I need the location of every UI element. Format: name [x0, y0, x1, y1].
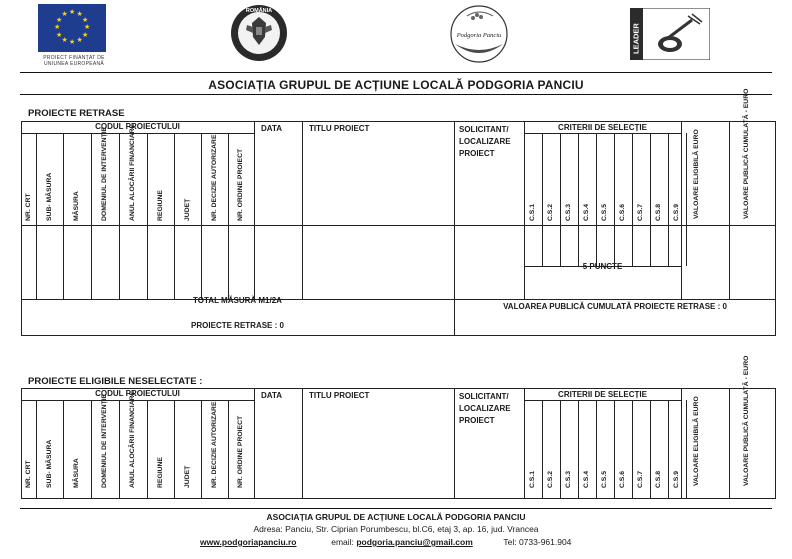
footer-address: Adresa: Panciu, Str. Ciprian Porumbescu, bl.C6, etaj 3, ap. 16, jud. Vrancea: [253, 524, 539, 534]
criterii-header: CRITERII DE SELECȚIE: [558, 390, 647, 399]
eu-star-icon: ★: [61, 11, 68, 18]
vertical-header-2: MĂSURA: [73, 458, 80, 488]
grid-line: [21, 225, 776, 226]
vertical-header-5: REGIUNE: [156, 190, 164, 221]
cs-header-9: C.S.9: [673, 471, 680, 488]
cs-header-1: C.S.1: [529, 471, 536, 488]
cs-header-1: C.S.1: [529, 204, 536, 221]
table-retrase: [21, 88, 776, 336]
cs-header-8: C.S.8: [655, 204, 662, 221]
grid-line: [201, 400, 202, 499]
grid-line: [596, 400, 597, 499]
eu-star-icon: ★: [61, 36, 68, 44]
vertical-header-8: NR. ORDINE PROIECT: [237, 415, 244, 488]
gal-logo-text: Podgoria Panciu: [456, 32, 502, 39]
leader-logo-text: LEADER: [631, 23, 641, 54]
header-rule-top: [20, 72, 772, 73]
grid-line: [63, 133, 64, 299]
vertical-header-8: NR. ORDINE PROIECT: [237, 148, 244, 221]
criterii-header: CRITERII DE SELECȚIE: [558, 123, 647, 132]
grid-line: [614, 133, 615, 266]
email-label: email:: [331, 537, 354, 547]
page-title: ASOCIAȚIA GRUPUL DE ACȚIUNE LOCALĂ PODGORIA PANCIU: [208, 78, 584, 92]
grid-line: [119, 400, 120, 499]
cs-header-7: C.S.7: [637, 204, 644, 221]
eu-caption: PROIECT FINANȚAT DE UNIUNEA EUROPEANĂ: [43, 55, 105, 67]
grid-line: [21, 133, 254, 134]
grid-line: [254, 388, 255, 499]
eu-star-icon: ★: [54, 24, 61, 31]
eu-star-icon: ★: [69, 39, 76, 46]
grid-line: [668, 133, 669, 266]
cs-header-5: C.S.5: [601, 471, 608, 488]
grid-line: [560, 400, 561, 499]
grid-line: [650, 133, 651, 266]
grid-line: [542, 133, 543, 266]
phone-text: Tel: 0733-961.904: [503, 537, 572, 547]
total-masura-label: TOTAL MĂSURĂ M1/2A: [193, 296, 282, 305]
eu-star-icon: ★: [69, 9, 76, 16]
cs-header-4: C.S.4: [583, 204, 590, 221]
titlu-header: TITLU PROIECT: [309, 391, 370, 400]
footer-org: ASOCIAȚIA GRUPUL DE ACȚIUNE LOCALĂ PODGORIA PANCIU: [266, 512, 526, 522]
cs-header-7: C.S.7: [637, 471, 644, 488]
valoare-eligibila-header: VALOARE ELIGIBILĂ EURO: [693, 129, 700, 219]
grid-line: [729, 388, 730, 499]
website-link[interactable]: www.podgoriapanciu.ro: [200, 537, 297, 547]
titlu-header: TITLU PROIECT: [309, 124, 370, 133]
grid-line: [650, 400, 651, 499]
vertical-header-0: NR. CRT: [24, 193, 32, 221]
vertical-header-7: NR. DECIZIE AUTORIZARE: [210, 401, 218, 488]
cs-header-4: C.S.4: [583, 471, 590, 488]
cs-header-6: C.S.6: [619, 471, 626, 488]
grid-line: [36, 400, 37, 499]
eu-star-icon: ★: [84, 24, 91, 31]
eu-star-icon: ★: [56, 31, 63, 39]
eu-flag-logo: [38, 4, 106, 52]
data-header: DATA: [261, 391, 283, 400]
grid-line: [542, 400, 543, 499]
grid-line: [686, 133, 687, 266]
romania-coat-of-arms-logo: [229, 3, 289, 63]
grid-line: [302, 121, 303, 299]
grid-line: [681, 388, 682, 499]
vertical-header-6: JUDEȚ: [183, 465, 191, 488]
valoare-publica-header: VALOARE PUBLICĂ CUMULATĂ - EURO: [743, 88, 750, 219]
grid-line: [524, 121, 525, 299]
grid-line: [91, 133, 92, 299]
grid-line: [21, 400, 254, 401]
vertical-header-2: MĂSURA: [73, 191, 80, 221]
puncte-label: 5 PUNCTE: [582, 262, 623, 271]
grid-line: [632, 400, 633, 499]
valoare-publica-header: VALOARE PUBLICĂ CUMULATĂ - EURO: [743, 355, 750, 486]
vertical-header-0: NR. CRT: [24, 460, 32, 488]
vertical-header-1: SUB- MĂSURA: [45, 172, 53, 221]
eu-star-icon: ★: [76, 11, 83, 18]
grid-line: [686, 400, 687, 499]
eu-star-icon: ★: [56, 16, 63, 24]
codul-header: CODUL PROIECTULUI: [95, 122, 180, 131]
section-title-eligibile: PROIECTE ELIGIBILE NESELECTATE :: [28, 376, 203, 387]
grid-line: [254, 121, 255, 299]
valoare-eligibila-header: VALOARE ELIGIBILĂ EURO: [693, 396, 700, 486]
section-title-retrase: PROIECTE RETRASE: [28, 108, 125, 119]
grid-line: [147, 133, 148, 299]
solicitant-header: SOLICITANT/ LOCALIZARE PROIECT: [459, 392, 511, 425]
grid-line: [578, 400, 579, 499]
cs-header-5: C.S.5: [601, 204, 608, 221]
grid-line: [681, 121, 682, 299]
grid-line: [228, 133, 229, 299]
cs-header-3: C.S.3: [565, 471, 572, 488]
vertical-header-4: ANUL ALOCĂRII FINANCIARE: [129, 390, 136, 488]
grid-line: [302, 388, 303, 499]
grid-line: [560, 133, 561, 266]
ro-logo-text: ROMÂNIA: [245, 8, 273, 14]
grid-line: [454, 121, 455, 299]
grid-line: [36, 133, 37, 299]
grid-line: [454, 388, 455, 499]
grid-line: [596, 133, 597, 266]
cs-header-3: C.S.3: [565, 204, 572, 221]
cs-header-8: C.S.8: [655, 471, 662, 488]
grid-line: [228, 400, 229, 499]
vertical-header-7: NR. DECIZIE AUTORIZARE: [210, 134, 218, 221]
grid-line: [524, 400, 681, 401]
eu-star-icon: ★: [81, 31, 89, 39]
vertical-header-1: SUB- MĂSURA: [45, 439, 53, 488]
proiecte-retrase-count: PROIECTE RETRASE : 0: [191, 321, 284, 330]
eu-star-icon: ★: [76, 36, 83, 44]
vertical-header-5: REGIUNE: [156, 457, 164, 488]
grid-line: [632, 133, 633, 266]
footer-contact: [200, 537, 571, 547]
grid-line: [614, 400, 615, 499]
grid-line: [174, 400, 175, 499]
grid-line: [147, 400, 148, 499]
leader-logo: [630, 8, 710, 60]
grid-line: [729, 121, 730, 299]
grid-line: [201, 133, 202, 299]
codul-header: CODUL PROIECTULUI: [95, 389, 180, 398]
eu-star-icon: ★: [81, 16, 89, 24]
vertical-header-3: DOMENIUL DE INTERVENȚIE: [101, 126, 108, 221]
grid-line: [524, 133, 681, 134]
grid-line: [91, 400, 92, 499]
grid-line: [63, 400, 64, 499]
cs-header-2: C.S.2: [547, 204, 554, 221]
solicitant-header: SOLICITANT/ LOCALIZARE PROIECT: [459, 125, 511, 158]
vertical-header-6: JUDEȚ: [183, 198, 191, 221]
grid-line: [119, 133, 120, 299]
valoare-cumulata-label: VALOAREA PUBLICĂ CUMULATĂ PROIECTE RETRASE : 0: [503, 302, 727, 311]
grid-line: [668, 400, 669, 499]
gal-podgoria-panciu-logo: [449, 4, 509, 64]
grid-line: [578, 133, 579, 266]
cs-header-9: C.S.9: [673, 204, 680, 221]
cs-header-6: C.S.6: [619, 204, 626, 221]
data-header: DATA: [261, 124, 283, 133]
footer-rule: [20, 508, 772, 509]
vertical-header-3: DOMENIUL DE INTERVENȚIE: [101, 393, 108, 488]
grid-line: [174, 133, 175, 299]
vertical-header-4: ANUL ALOCĂRII FINANCIARE: [129, 123, 136, 221]
grid-line: [524, 388, 525, 499]
cs-header-2: C.S.2: [547, 471, 554, 488]
header-rule-bottom: [20, 94, 772, 95]
email-link[interactable]: podgoria.panciu@gmail.com: [356, 537, 473, 547]
